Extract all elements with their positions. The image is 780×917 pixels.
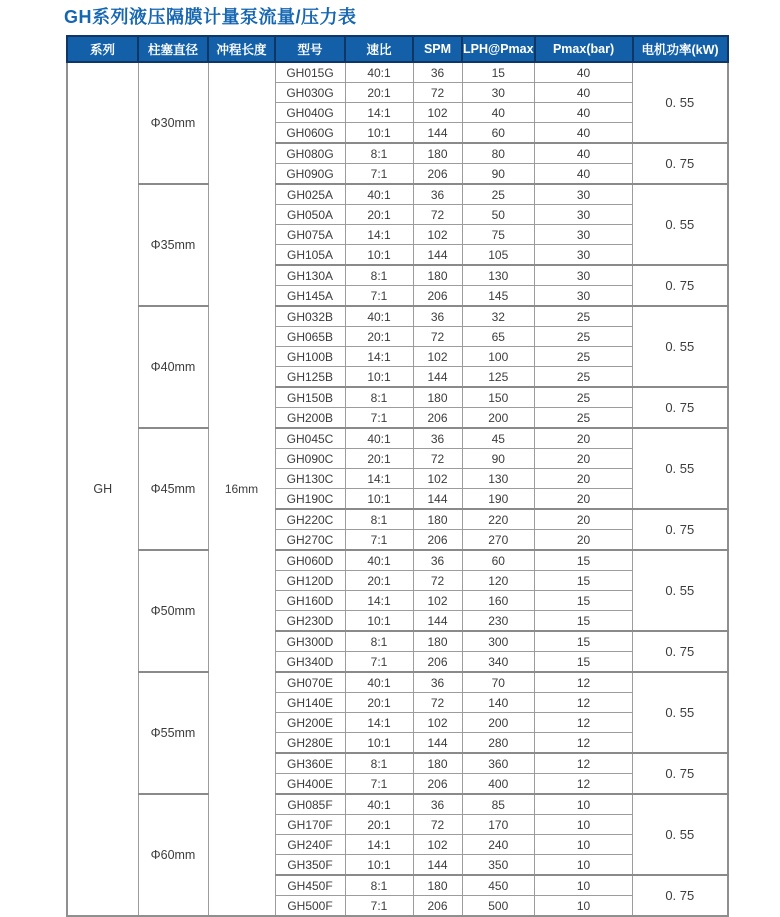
spm-cell: 206 <box>413 652 462 673</box>
pmax-cell: 40 <box>535 103 633 123</box>
lph-cell: 240 <box>462 835 535 855</box>
power-cell: 0. 75 <box>633 387 728 428</box>
lph-cell: 100 <box>462 347 535 367</box>
spec-table <box>66 35 729 917</box>
spm-cell: 144 <box>413 489 462 510</box>
ratio-cell: 8:1 <box>345 143 413 164</box>
model-cell: GH130C <box>275 469 345 489</box>
pmax-cell: 20 <box>535 428 633 449</box>
column-header-series: 系列 <box>67 36 138 62</box>
model-cell: GH350F <box>275 855 345 876</box>
lph-cell: 125 <box>462 367 535 388</box>
model-cell: GH450F <box>275 875 345 896</box>
model-cell: GH190C <box>275 489 345 510</box>
pmax-cell: 25 <box>535 306 633 327</box>
table-row <box>67 184 728 205</box>
model-cell: GH270C <box>275 530 345 551</box>
model-cell: GH050A <box>275 205 345 225</box>
pmax-cell: 10 <box>535 835 633 855</box>
pmax-cell: 12 <box>535 693 633 713</box>
column-header-power: 电机功率(kW) <box>633 36 728 62</box>
pmax-cell: 20 <box>535 509 633 530</box>
pmax-cell: 40 <box>535 164 633 185</box>
spm-cell: 36 <box>413 184 462 205</box>
spm-cell: 102 <box>413 591 462 611</box>
model-cell: GH015G <box>275 62 345 83</box>
spm-cell: 180 <box>413 875 462 896</box>
spm-cell: 206 <box>413 896 462 917</box>
model-cell: GH030G <box>275 83 345 103</box>
series-cell: GH <box>67 62 138 916</box>
power-cell: 0. 55 <box>633 428 728 509</box>
pmax-cell: 25 <box>535 387 633 408</box>
lph-cell: 300 <box>462 631 535 652</box>
ratio-cell: 10:1 <box>345 367 413 388</box>
table-body <box>67 62 728 916</box>
model-cell: GH085F <box>275 794 345 815</box>
lph-cell: 280 <box>462 733 535 754</box>
spm-cell: 180 <box>413 265 462 286</box>
spm-cell: 180 <box>413 143 462 164</box>
ratio-cell: 14:1 <box>345 103 413 123</box>
lph-cell: 70 <box>462 672 535 693</box>
ratio-cell: 40:1 <box>345 62 413 83</box>
lph-cell: 60 <box>462 123 535 144</box>
table-row <box>67 306 728 327</box>
model-cell: GH100B <box>275 347 345 367</box>
ratio-cell: 10:1 <box>345 123 413 144</box>
column-header-ratio: 速比 <box>345 36 413 62</box>
table-row <box>67 62 728 83</box>
power-cell: 0. 55 <box>633 184 728 265</box>
pmax-cell: 12 <box>535 672 633 693</box>
lph-cell: 105 <box>462 245 535 266</box>
lph-cell: 150 <box>462 387 535 408</box>
diameter-cell: Φ50mm <box>138 550 208 672</box>
table-row <box>67 794 728 815</box>
ratio-cell: 7:1 <box>345 652 413 673</box>
lph-cell: 500 <box>462 896 535 917</box>
stroke-cell: 16mm <box>208 62 275 916</box>
pmax-cell: 10 <box>535 815 633 835</box>
pmax-cell: 30 <box>535 205 633 225</box>
column-header-stroke: 冲程长度 <box>208 36 275 62</box>
model-cell: GH220C <box>275 509 345 530</box>
pmax-cell: 15 <box>535 631 633 652</box>
ratio-cell: 7:1 <box>345 408 413 429</box>
pmax-cell: 10 <box>535 855 633 876</box>
lph-cell: 30 <box>462 83 535 103</box>
pmax-cell: 25 <box>535 347 633 367</box>
pmax-cell: 15 <box>535 550 633 571</box>
lph-cell: 60 <box>462 550 535 571</box>
model-cell: GH340D <box>275 652 345 673</box>
lph-cell: 40 <box>462 103 535 123</box>
lph-cell: 200 <box>462 713 535 733</box>
power-cell: 0. 75 <box>633 753 728 794</box>
lph-cell: 190 <box>462 489 535 510</box>
model-cell: GH065B <box>275 327 345 347</box>
diameter-cell: Φ55mm <box>138 672 208 794</box>
ratio-cell: 40:1 <box>345 794 413 815</box>
power-cell: 0. 55 <box>633 672 728 753</box>
ratio-cell: 14:1 <box>345 225 413 245</box>
model-cell: GH360E <box>275 753 345 774</box>
column-header-pmax: Pmax(bar) <box>535 36 633 62</box>
lph-cell: 25 <box>462 184 535 205</box>
model-cell: GH170F <box>275 815 345 835</box>
lph-cell: 140 <box>462 693 535 713</box>
power-cell: 0. 75 <box>633 143 728 184</box>
power-cell: 0. 75 <box>633 509 728 550</box>
pmax-cell: 15 <box>535 591 633 611</box>
spm-cell: 144 <box>413 245 462 266</box>
spm-cell: 180 <box>413 631 462 652</box>
spm-cell: 206 <box>413 286 462 307</box>
lph-cell: 15 <box>462 62 535 83</box>
lph-cell: 160 <box>462 591 535 611</box>
spm-cell: 144 <box>413 733 462 754</box>
lph-cell: 50 <box>462 205 535 225</box>
spm-cell: 102 <box>413 103 462 123</box>
ratio-cell: 7:1 <box>345 774 413 795</box>
lph-cell: 90 <box>462 164 535 185</box>
ratio-cell: 10:1 <box>345 611 413 632</box>
pmax-cell: 12 <box>535 733 633 754</box>
power-cell: 0. 75 <box>633 265 728 306</box>
ratio-cell: 8:1 <box>345 509 413 530</box>
model-cell: GH280E <box>275 733 345 754</box>
ratio-cell: 10:1 <box>345 489 413 510</box>
spm-cell: 72 <box>413 83 462 103</box>
spm-cell: 36 <box>413 550 462 571</box>
power-cell: 0. 75 <box>633 875 728 916</box>
spm-cell: 36 <box>413 794 462 815</box>
spm-cell: 36 <box>413 306 462 327</box>
lph-cell: 340 <box>462 652 535 673</box>
model-cell: GH230D <box>275 611 345 632</box>
column-header-spm: SPM <box>413 36 462 62</box>
model-cell: GH130A <box>275 265 345 286</box>
ratio-cell: 20:1 <box>345 205 413 225</box>
lph-cell: 65 <box>462 327 535 347</box>
model-cell: GH060D <box>275 550 345 571</box>
model-cell: GH032B <box>275 306 345 327</box>
model-cell: GH070E <box>275 672 345 693</box>
ratio-cell: 14:1 <box>345 347 413 367</box>
ratio-cell: 8:1 <box>345 265 413 286</box>
lph-cell: 170 <box>462 815 535 835</box>
pmax-cell: 10 <box>535 896 633 917</box>
model-cell: GH075A <box>275 225 345 245</box>
table-row <box>67 550 728 571</box>
spm-cell: 144 <box>413 123 462 144</box>
model-cell: GH145A <box>275 286 345 307</box>
pmax-cell: 10 <box>535 794 633 815</box>
spm-cell: 102 <box>413 347 462 367</box>
model-cell: GH060G <box>275 123 345 144</box>
model-cell: GH120D <box>275 571 345 591</box>
power-cell: 0. 75 <box>633 631 728 672</box>
ratio-cell: 14:1 <box>345 713 413 733</box>
lph-cell: 230 <box>462 611 535 632</box>
header-row <box>67 36 728 62</box>
diameter-cell: Φ40mm <box>138 306 208 428</box>
pmax-cell: 25 <box>535 408 633 429</box>
model-cell: GH140E <box>275 693 345 713</box>
diameter-cell: Φ30mm <box>138 62 208 184</box>
spm-cell: 72 <box>413 449 462 469</box>
power-cell: 0. 55 <box>633 794 728 875</box>
table-row <box>67 672 728 693</box>
model-cell: GH300D <box>275 631 345 652</box>
power-cell: 0. 55 <box>633 62 728 143</box>
ratio-cell: 7:1 <box>345 530 413 551</box>
ratio-cell: 7:1 <box>345 896 413 917</box>
model-cell: GH080G <box>275 143 345 164</box>
ratio-cell: 20:1 <box>345 327 413 347</box>
spm-cell: 102 <box>413 713 462 733</box>
spm-cell: 36 <box>413 428 462 449</box>
ratio-cell: 14:1 <box>345 591 413 611</box>
model-cell: GH045C <box>275 428 345 449</box>
ratio-cell: 20:1 <box>345 449 413 469</box>
ratio-cell: 14:1 <box>345 835 413 855</box>
model-cell: GH400E <box>275 774 345 795</box>
ratio-cell: 40:1 <box>345 672 413 693</box>
diameter-cell: Φ45mm <box>138 428 208 550</box>
table-row <box>67 428 728 449</box>
model-cell: GH040G <box>275 103 345 123</box>
ratio-cell: 40:1 <box>345 428 413 449</box>
spm-cell: 206 <box>413 408 462 429</box>
spm-cell: 206 <box>413 530 462 551</box>
pmax-cell: 25 <box>535 327 633 347</box>
lph-cell: 75 <box>462 225 535 245</box>
ratio-cell: 8:1 <box>345 753 413 774</box>
spm-cell: 102 <box>413 469 462 489</box>
ratio-cell: 7:1 <box>345 286 413 307</box>
lph-cell: 200 <box>462 408 535 429</box>
model-cell: GH200E <box>275 713 345 733</box>
spm-cell: 180 <box>413 387 462 408</box>
spm-cell: 206 <box>413 774 462 795</box>
pmax-cell: 20 <box>535 469 633 489</box>
model-cell: GH200B <box>275 408 345 429</box>
lph-cell: 80 <box>462 143 535 164</box>
lph-cell: 32 <box>462 306 535 327</box>
ratio-cell: 20:1 <box>345 693 413 713</box>
pmax-cell: 15 <box>535 652 633 673</box>
ratio-cell: 20:1 <box>345 815 413 835</box>
pmax-cell: 12 <box>535 774 633 795</box>
ratio-cell: 10:1 <box>345 733 413 754</box>
ratio-cell: 10:1 <box>345 855 413 876</box>
model-cell: GH240F <box>275 835 345 855</box>
model-cell: GH105A <box>275 245 345 266</box>
column-header-model: 型号 <box>275 36 345 62</box>
ratio-cell: 8:1 <box>345 875 413 896</box>
pmax-cell: 40 <box>535 123 633 144</box>
pmax-cell: 30 <box>535 245 633 266</box>
power-cell: 0. 55 <box>633 550 728 631</box>
lph-cell: 145 <box>462 286 535 307</box>
power-cell: 0. 55 <box>633 306 728 387</box>
pmax-cell: 20 <box>535 449 633 469</box>
spm-cell: 144 <box>413 855 462 876</box>
spm-cell: 72 <box>413 327 462 347</box>
lph-cell: 450 <box>462 875 535 896</box>
spm-cell: 206 <box>413 164 462 185</box>
pmax-cell: 20 <box>535 489 633 510</box>
spm-cell: 36 <box>413 62 462 83</box>
ratio-cell: 20:1 <box>345 83 413 103</box>
pmax-cell: 10 <box>535 875 633 896</box>
spm-cell: 72 <box>413 815 462 835</box>
pmax-cell: 12 <box>535 753 633 774</box>
ratio-cell: 10:1 <box>345 245 413 266</box>
model-cell: GH090C <box>275 449 345 469</box>
pmax-cell: 40 <box>535 143 633 164</box>
ratio-cell: 14:1 <box>345 469 413 489</box>
lph-cell: 360 <box>462 753 535 774</box>
spm-cell: 102 <box>413 835 462 855</box>
column-header-lph: LPH@Pmax <box>462 36 535 62</box>
column-header-diameter: 柱塞直径 <box>138 36 208 62</box>
lph-cell: 130 <box>462 469 535 489</box>
lph-cell: 220 <box>462 509 535 530</box>
ratio-cell: 40:1 <box>345 184 413 205</box>
spm-cell: 36 <box>413 672 462 693</box>
diameter-cell: Φ60mm <box>138 794 208 916</box>
pmax-cell: 12 <box>535 713 633 733</box>
spm-cell: 72 <box>413 571 462 591</box>
page-title: GH系列液压隔膜计量泵流量/压力表 <box>64 7 357 27</box>
ratio-cell: 8:1 <box>345 387 413 408</box>
spm-cell: 102 <box>413 225 462 245</box>
pmax-cell: 20 <box>535 530 633 551</box>
pmax-cell: 40 <box>535 83 633 103</box>
lph-cell: 120 <box>462 571 535 591</box>
pmax-cell: 15 <box>535 611 633 632</box>
pmax-cell: 30 <box>535 286 633 307</box>
lph-cell: 90 <box>462 449 535 469</box>
spm-cell: 144 <box>413 367 462 388</box>
pmax-cell: 40 <box>535 62 633 83</box>
model-cell: GH025A <box>275 184 345 205</box>
spm-cell: 144 <box>413 611 462 632</box>
lph-cell: 45 <box>462 428 535 449</box>
ratio-cell: 40:1 <box>345 550 413 571</box>
lph-cell: 400 <box>462 774 535 795</box>
model-cell: GH090G <box>275 164 345 185</box>
table-header <box>67 36 728 62</box>
lph-cell: 85 <box>462 794 535 815</box>
model-cell: GH125B <box>275 367 345 388</box>
pmax-cell: 25 <box>535 367 633 388</box>
ratio-cell: 40:1 <box>345 306 413 327</box>
spm-cell: 72 <box>413 693 462 713</box>
ratio-cell: 20:1 <box>345 571 413 591</box>
spm-cell: 72 <box>413 205 462 225</box>
spm-cell: 180 <box>413 753 462 774</box>
ratio-cell: 7:1 <box>345 164 413 185</box>
model-cell: GH150B <box>275 387 345 408</box>
spm-cell: 180 <box>413 509 462 530</box>
pmax-cell: 30 <box>535 265 633 286</box>
ratio-cell: 8:1 <box>345 631 413 652</box>
model-cell: GH160D <box>275 591 345 611</box>
pmax-cell: 15 <box>535 571 633 591</box>
diameter-cell: Φ35mm <box>138 184 208 306</box>
lph-cell: 130 <box>462 265 535 286</box>
model-cell: GH500F <box>275 896 345 917</box>
lph-cell: 350 <box>462 855 535 876</box>
pmax-cell: 30 <box>535 184 633 205</box>
lph-cell: 270 <box>462 530 535 551</box>
pmax-cell: 30 <box>535 225 633 245</box>
